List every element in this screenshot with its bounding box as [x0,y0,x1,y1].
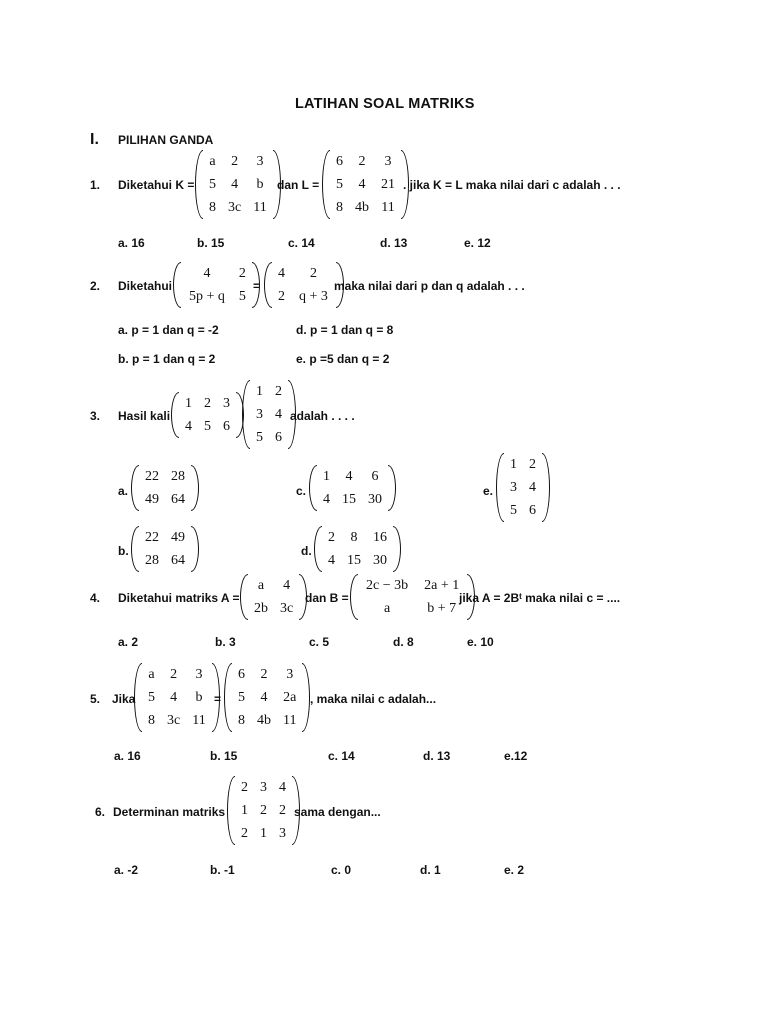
matrix-left-paren [195,150,203,219]
matrix-cell: 30 [368,492,382,507]
matrix-left-paren [496,453,504,522]
matrix-grid [330,150,401,219]
matrix-left-paren [134,663,142,732]
q3-matrix-b [242,380,296,449]
matrix-cell: 2 [241,826,248,841]
matrix-row [139,549,191,572]
matrix-cell: 4 [345,469,353,484]
matrix-cell: 1 [256,384,263,399]
q5-number: 5. [90,692,101,706]
matrix-grid [139,465,191,511]
matrix-cell: 2 [358,154,366,169]
q4-option-d: d. 8 [393,635,414,649]
matrix-cell: 4 [283,578,291,593]
matrix-left-paren [131,465,139,511]
matrix-cell: 64 [171,553,185,568]
q2-equals: = [253,279,261,293]
q3-option-c-label: c. [296,484,307,498]
matrix-cell: 2 [529,457,536,472]
matrix-cell: 2 [279,803,286,818]
matrix-row [330,173,401,196]
matrix-cell: 6 [223,419,230,434]
matrix-cell: 2 [231,154,239,169]
q4-matrix-a [240,574,307,620]
matrix-cell: a [383,601,391,616]
matrix-grid [179,392,236,438]
matrix-cell: 4 [170,690,178,705]
matrix-row [248,597,299,620]
matrix-cell: 6 [529,503,536,518]
matrix-row [272,262,336,285]
matrix-row [250,403,288,426]
q6-option-c: c. 0 [331,863,352,877]
matrix-cell: 3 [384,154,392,169]
q4-option-a: a. 2 [118,635,139,649]
matrix-right-paren [542,453,550,522]
matrix-cell: 5 [148,690,155,705]
matrix-cell: 4b [355,200,369,215]
matrix-cell: 49 [171,530,185,545]
q3-matrix-a [171,392,244,438]
matrix-cell: 1 [241,803,248,818]
q1-matrix-l [322,150,409,219]
q4-number: 4. [90,591,101,605]
matrix-row [203,173,273,196]
matrix-row [250,380,288,403]
matrix-cell: 2 [260,667,268,682]
q5-matrix-a [134,663,220,732]
matrix-grid [248,574,299,620]
matrix-right-paren [388,465,396,511]
matrix-cell: 2 [241,780,248,795]
matrix-right-paren [393,526,401,572]
matrix-cell: 2 [260,803,267,818]
matrix-grid [232,663,302,732]
matrix-cell: 3 [286,667,294,682]
matrix-left-paren [224,663,232,732]
q6-prefix: Determinan matriks [113,805,226,819]
matrix-cell: 8 [209,200,216,215]
matrix-cell: 22 [145,469,159,484]
matrix-cell: 3 [279,826,286,841]
matrix-row [235,822,292,845]
matrix-cell: 5 [209,177,216,192]
matrix-row [358,574,467,597]
q3-option-a-label: a. [118,484,129,498]
matrix-cell: 2b [254,601,268,616]
matrix-row [504,476,542,499]
q3-option-c-matrix [309,465,396,511]
q5-option-b: b. 15 [210,749,238,763]
matrix-cell: q + 3 [299,289,328,304]
matrix-row [504,499,542,522]
matrix-cell: 1 [323,469,330,484]
q5-option-d: d. 13 [423,749,451,763]
matrix-cell: 1 [260,826,267,841]
q5-equals: = [214,692,222,706]
q3-option-a-matrix [131,465,199,511]
matrix-cell: 3 [223,396,230,411]
matrix-left-paren [240,574,248,620]
matrix-row [248,574,299,597]
q2-matrix-a [173,262,260,308]
matrix-cell: 6 [336,154,343,169]
q1-number: 1. [90,178,101,192]
matrix-right-paren [191,465,199,511]
q1-matrix-k [195,150,281,219]
matrix-cell: 4 [328,553,335,568]
matrix-cell: 2 [328,530,335,545]
matrix-left-paren [350,574,358,620]
matrix-cell: 11 [253,200,267,215]
q2-matrix-b [264,262,344,308]
matrix-cell: 4 [358,177,366,192]
matrix-row [179,392,236,415]
matrix-row [322,526,393,549]
matrix-cell: a [257,578,265,593]
matrix-row [250,426,288,449]
matrix-cell: b + 7 [427,601,457,616]
q6-option-b: b. -1 [210,863,235,877]
matrix-cell: 4 [231,177,239,192]
matrix-cell: 5 [510,503,517,518]
q2-suffix: maka nilai dari p dan q adalah . . . [334,279,525,293]
q6-matrix [227,776,300,845]
matrix-cell: 2c − 3b [366,578,409,593]
q6-suffix: sama dengan... [294,805,381,819]
matrix-cell: 2 [238,266,246,281]
q3-option-e-label: e. [483,484,494,498]
q4-option-c: c. 5 [309,635,330,649]
q3-option-b-label: b. [118,544,129,558]
q6-option-a: a. -2 [114,863,139,877]
q6-number: 6. [95,805,106,819]
matrix-row [203,150,273,173]
matrix-cell: 4 [185,419,192,434]
matrix-cell: 2 [275,384,282,399]
matrix-row [504,453,542,476]
matrix-grid [358,574,467,620]
matrix-row [235,776,292,799]
section-number: I. [90,131,99,148]
matrix-cell: 16 [373,530,387,545]
matrix-cell: 6 [371,469,379,484]
matrix-row [181,285,252,308]
matrix-cell: 3 [256,154,264,169]
matrix-cell: 3 [195,667,203,682]
matrix-right-paren [191,526,199,572]
matrix-row [142,686,212,709]
matrix-grid [142,663,212,732]
matrix-grid [250,380,288,449]
matrix-row [330,196,401,219]
matrix-row [232,663,302,686]
matrix-cell: 30 [373,553,387,568]
matrix-cell: 21 [381,177,395,192]
q4-matrix-b [350,574,475,620]
matrix-row [330,150,401,173]
matrix-row [232,686,302,709]
matrix-row [232,709,302,732]
q6-option-d: d. 1 [420,863,441,877]
q1-mid: dan L = [277,178,320,192]
matrix-cell: 49 [145,492,159,507]
matrix-cell: 5 [238,690,245,705]
q1-option-a: a. 16 [118,236,145,250]
matrix-grid [272,262,336,308]
matrix-cell: 5 [336,177,343,192]
q2-prefix: Diketahui [118,279,173,293]
matrix-cell: 5 [256,430,263,445]
matrix-cell: a [148,667,155,682]
matrix-cell: 15 [342,492,356,507]
q5-option-c: c. 14 [328,749,355,763]
matrix-row [322,549,393,572]
matrix-grid [317,465,388,511]
matrix-grid [235,776,292,845]
q4-mid: dan B = [305,591,349,605]
section-label: PILIHAN GANDA [118,133,214,147]
matrix-cell: 8 [148,713,155,728]
q4-option-e: e. 10 [467,635,494,649]
matrix-cell: 6 [275,430,282,445]
matrix-cell: 4 [275,407,282,422]
q3-option-d-matrix [314,526,401,572]
matrix-row [142,709,212,732]
matrix-row [181,262,252,285]
matrix-cell: 6 [238,667,245,682]
matrix-cell: 3c [280,601,294,616]
q5-matrix-b [224,663,310,732]
q5-option-a: a. 16 [114,749,141,763]
q1-option-b: b. 15 [197,236,225,250]
matrix-row [235,799,292,822]
matrix-left-paren [309,465,317,511]
matrix-grid [203,150,273,219]
matrix-cell: 1 [185,396,192,411]
matrix-cell: b [256,177,264,192]
matrix-cell: 28 [171,469,185,484]
matrix-row [179,415,236,438]
q3-option-b-matrix [131,526,199,572]
matrix-cell: 8 [336,200,343,215]
q6-option-e: e. 2 [504,863,525,877]
matrix-cell: 2a + 1 [424,578,460,593]
matrix-left-paren [264,262,272,308]
q3-number: 3. [90,409,101,423]
matrix-row [139,465,191,488]
matrix-cell: 3 [260,780,267,795]
matrix-row [317,488,388,511]
matrix-cell: 2 [170,667,178,682]
matrix-left-paren [314,526,322,572]
q2-option-b: b. p = 1 dan q = 2 [118,352,216,366]
matrix-cell: 28 [145,553,159,568]
matrix-cell: 5 [204,419,211,434]
matrix-cell: 4 [323,492,330,507]
matrix-row [142,663,212,686]
matrix-row [139,488,191,511]
matrix-cell: 11 [381,200,395,215]
page-title: LATIHAN SOAL MATRIKS [295,96,475,112]
q5-option-e: e.12 [504,749,528,763]
matrix-cell: 4 [279,780,286,795]
matrix-cell: 2 [278,289,285,304]
matrix-cell: 11 [283,713,297,728]
matrix-cell: 4 [529,480,536,495]
matrix-row [317,465,388,488]
matrix-grid [322,526,393,572]
q4-option-b: b. 3 [215,635,236,649]
matrix-cell: 4 [203,266,211,281]
q1-prefix: Diketahui K = [118,178,195,192]
q1-option-d: d. 13 [380,236,408,250]
matrix-row [272,285,336,308]
matrix-cell: 3c [228,200,242,215]
q1-suffix: . jika K = L maka nilai dari c adalah . . . [403,178,621,192]
matrix-cell: 5 [238,289,246,304]
matrix-cell: 8 [350,530,358,545]
q1-option-c: c. 14 [288,236,315,250]
matrix-cell: b [195,690,203,705]
matrix-grid [139,526,191,572]
matrix-left-paren [173,262,181,308]
matrix-cell: 5p + q [189,289,225,304]
matrix-cell: 3 [256,407,263,422]
matrix-cell: 2 [204,396,211,411]
matrix-cell: 1 [510,457,517,472]
q2-option-e: e. p =5 dan q = 2 [296,352,390,366]
matrix-left-paren [131,526,139,572]
matrix-left-paren [322,150,330,219]
q5-prefix: Jika [112,692,136,706]
q1-option-e: e. 12 [464,236,491,250]
q3-prefix: Hasil kali [118,409,171,423]
matrix-cell: a [209,154,216,169]
matrix-left-paren [227,776,235,845]
matrix-cell: 11 [192,713,206,728]
matrix-grid [181,262,252,308]
matrix-cell: 64 [171,492,185,507]
matrix-row [139,526,191,549]
matrix-left-paren [171,392,179,438]
matrix-cell: 2a [283,690,297,705]
matrix-grid [504,453,542,522]
matrix-left-paren [242,380,250,449]
matrix-cell: 3c [167,713,181,728]
matrix-row [203,196,273,219]
matrix-cell: 4 [260,690,268,705]
q3-option-e-matrix [496,453,550,522]
matrix-cell: 15 [347,553,361,568]
matrix-cell: 8 [238,713,245,728]
q3-option-d-label: d. [301,544,312,558]
q2-option-a: a. p = 1 dan q = -2 [118,323,219,337]
matrix-cell: 4b [257,713,271,728]
matrix-cell: 3 [510,480,517,495]
q5-suffix: , maka nilai c adalah... [310,692,437,706]
q4-suffix: jika A = 2Bᵗ maka nilai c = .... [459,591,621,605]
matrix-cell: 4 [278,266,285,281]
q2-number: 2. [90,279,101,293]
q4-prefix: Diketahui matriks A = [118,591,240,605]
q2-option-d: d. p = 1 dan q = 8 [296,323,394,337]
matrix-cell: 2 [309,266,317,281]
q3-suffix: adalah . . . . [290,409,355,423]
matrix-cell: 22 [145,530,159,545]
matrix-row [358,597,467,620]
